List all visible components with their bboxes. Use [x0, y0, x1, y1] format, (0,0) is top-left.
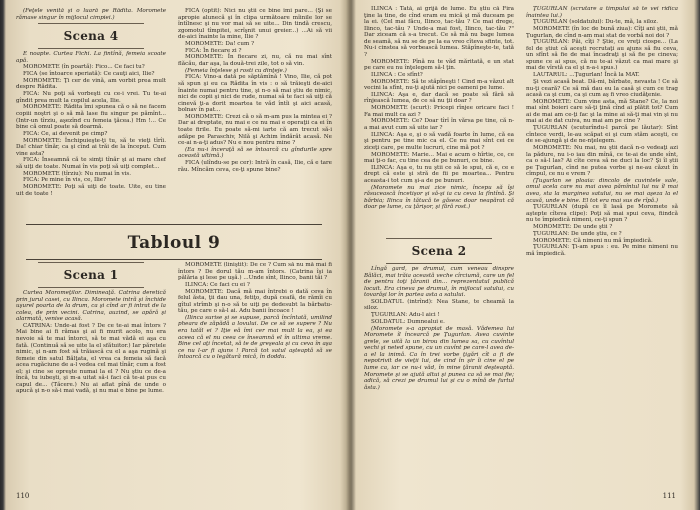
dialogue-line: Şi vezi acasă beat. Dă-mi, bărbate, nevasta ! Ce să nu-ţi ceară? Ce să mă dau eu la casă şi cum ce trag acasă ca şi cum, ca şi cum aş fi vreo ciudăţenie. — [526, 78, 678, 99]
divider — [38, 262, 144, 263]
dialogue-line: MOROMETE (în loc de bună ziua): Cîţi ani ştii, mă Ţugurlan, de cînd n-am mai stat de vorbă noi doi ? — [526, 26, 678, 39]
dialogue-line: FICA (ulîndu-se pe cer): Intră în casă, Ilie, că e tare rău. Mîncăm ceva, ce-ţi spune bine? — [178, 160, 332, 173]
right-column-2 — [364, 236, 514, 468]
stage-direction: (Femeia înţelese şi rosti cu dinţeje.) — [185, 67, 287, 74]
divider — [386, 238, 492, 239]
left-column-3 — [16, 260, 166, 465]
dialogue-line: ILINCA: Aşa e, dar dacă se poate să fără să rînjească lumea, de ce să nu ţii doar ? — [364, 91, 514, 105]
dialogue-line: MOROMETE: Să te stăpîneşti ! Cind m-a văzut alt vecini la sfînt, nu-ţi ajută nici pe oameni pe lume. — [364, 78, 514, 92]
scene-heading: Scena 2 — [411, 244, 467, 258]
dialogue-line: ILINCA : Tată, ai grijă de lume. Eu ştiu că Fira ţine la tine, de cînd eram eu mică şi mă duceam pe la ei. (Cel mai făcu, Ilinco, tac-tău ? Ce mai drege, Ilinco, tac-tău ? Unde-a mai fost, Ilinco, tac-tău ?" Dar ziceam că s-a trecut. Ce să mă nu bage lumea de seamă, să nu se de pe la ea vreo cîteva sfinte, tot. Nu-i cinstea să vorbească lumea. Stăpîneşte-te, tată ? — [364, 6, 514, 58]
dialogue-line: MOROMETE: Rădita îmi spunea că o să ne facem copiii noştri şi o să mă lase fiu singur pe pămînt... (Intr-un tîrziu, aşezînd cu femeia ţăcea.) Hm !... Ce bine că omul poate să doarmă. — [16, 104, 166, 131]
dialogue-line: ŢUGURLAN: Adu-l aici ! — [371, 312, 440, 319]
dialogue-line: MOROMETE (tîrziu): Nu numai în vis. — [23, 170, 132, 177]
dialogue-line: FICA: Ce, ai devenit pe cimp? — [23, 130, 108, 137]
dialogue-line: FICA: Pe mine în vis, ce, Ilie? — [23, 177, 107, 184]
dialogue-line: MOROMETE: De unde ştii ? — [533, 224, 613, 231]
dialogue-line: SOLDATUL (intrînd): Nea Stane, te cheamă la siloz. — [364, 298, 514, 312]
dialogue-line: ŢUGURLAN (soldatului): Du-te, mă, la siloz. — [533, 19, 658, 26]
dialogue-line: ŢUGURLAN (după ce îl lasă pe Moromete să aştepte cîteva clipe): Poţi să mai spui ceva, fiindcă nu te împiedică nimeni, ce-ţi spun ? — [526, 204, 678, 224]
stage-direction: Curtea Moromeţilor. Dimineaţă. Catrina deretică prin jurul casei, cu Ilinca. Moromete intră şi închide uşurel poarta de la drum, ca şi cînd ar fi intrat de la colea, de prin vecini. Catrina, auzind, se apără şi alarmată, venise acasă. — [16, 290, 166, 323]
dialogue-line: MOROMETE: Dacă mă mai întrebi o dată ceva în felul ăsta, ţii dau una, fetiţo, după ceafă, de rămîi cu gîtul strîmb şi n-o să te uiţi pe dedesubt la bărbatu-tău, pe care o să-l ai. Adu banii încoace ! — [178, 288, 332, 315]
dialogue-line: ŢUGURLAN: Ţi-am spus : eu. Pe mine nimeni nu mă împiedică. — [526, 244, 678, 257]
stage-direction: (Moromete s-a apropiat de masă. Vădemea lui Moromete îl încearcă pe Ţugurlan. Avea cuvinte grele, se uită la un birou din lumea sa, cu cuvîntul vechi şi neted spune, cu un cuvînt pe care-l avea de-a el la inimă. Ca în trei vorbe ţigări cît a fi de nepotrivit de vieţii lui, de cind în şir îi cine el pe lume ca, iar ce nu-i văd, în mine ţăranii deşteaptă. Moromete şi se ajută altui şi punea ca să se mai fie; adică, să crezi pe drumul lui şi cu o mînă de furtul ăsta.) — [364, 325, 514, 391]
dialogue-line: MOROMETE: Nu mai, nu ştii dacă n-o vedeaţi azi la pădure, nu i-o iau din mînă, ce te-ai de unde sînt, ca o să-l las? Ai cîte ceva să ne duci la loc? Şi îl ştii pe Ţugurlan, cînd ne putea vorbe şi ne-au căzut în cîmpul, ce nu e vrem ? — [526, 144, 678, 178]
dialogue-line: SOLDATUL: Dumnealui e. — [371, 318, 445, 325]
scene-heading: Scena 1 — [63, 268, 119, 282]
stage-direction: Lîngă gard, pe drumul, cum veneau dinspre Bălăci, mai trăia această veche cîrciumă, care un fel de pentru toţi ţăranii din... reprezentatul publică locuit. Era cineva pe drumul, în mijlocul satului, cu tovarăşi lor în partea asta a satului. — [364, 266, 514, 299]
divider — [38, 287, 144, 288]
dialogue-line: FICA (se întoarce speriată): Ce cauţi aici, Ilie? — [23, 71, 155, 78]
dialogue-line: MOROMETE: Închipuieşte-ţi tu, să te vieţi tîrîi. Da! chiar tînăr, ca şi cînd ai trăi de la început. Cum vine asta? — [16, 137, 166, 157]
page-number: 111 — [662, 492, 676, 500]
dialogue-line: MOROMETE: Da! cum ? — [185, 40, 255, 47]
stage-direction: (Ea nu-i înceraţă să se întoarcă cu gîndurile spre această ultimă.) — [178, 146, 332, 160]
left-page — [6, 0, 347, 510]
stage-direction: (Ilinca surise şi se supuse, parcă încîntată, umilind pheara de zăpădă a lovului. De ce să se supere ? Nu era tatăl ei ? Iţie eă îmi cer mai mult la ea, şi ea aceea că el nu ceea ce înseamnă el în ultima vreme. Bine cel aţi încetat, să te de greşeala şi cu ceva în aşa ce nu l-ar fi ajuns ! Parcă tot satul aşteaptă să se întoarcă cu o legătură mică, în doddu. — [178, 314, 332, 361]
dialogue-line: MOROMETE (în poartă): Fico... Ce faci tu? — [23, 64, 145, 71]
scene-heading: Scena 4 — [63, 29, 119, 44]
left-column-4 — [178, 262, 332, 465]
dialogue-line: ŢUGURLAN: De unde ştiu, ce ? — [533, 230, 622, 237]
right-column-3 — [526, 6, 678, 468]
dialogue-line: MOROMETE: Cum vine asta, mă Stane? Ce, la noi mai sînt boieri care să-ţi ţină cînd ai plătit tot? Cum ai de mai am ce-ţi fac şi la mine ai să-ţi mai vin şi nu mai ai de dat cuiva, nu mai am pe cine ? — [526, 98, 678, 125]
dialogue-line: MOROMETE: Crezi că o să m-am pus la mintea ei ? Dar ai dreptate, nu mai e ce nu mai e operaţii ca ei în toate firile. Eu poate să-mi iarte că am trecut să-i adăpe pe Paraschiv, Nilă şi Achim îndărăt acasă. Ne ce-ai n-a-ţi adus? Nu e nou pentru mine ? — [178, 113, 332, 147]
dialogue-line: CATRINA: Unde-ai fost ? De ce te-ai mai întors ? Mai bine ai fi rămas şi ai fi murit acolo, nu era nevoie să te mai întorci, să te mai vădă ei aşa cu fată. (Continuă să se uite la el sfătuitor.) Iar păretele nimic, şi n-am fost să trăiască cu el a aşa rugină şi femeie din satul Bălţata, el vrea ca femeia să facă acea rugăciune de a-l vedea cel mai tînăr, cum a fost el; şi cine se opreşte numai la el ? Nu ştiu ce de-a încă, tu iubeşti, şi m-a uitat să-i faci că te-ai pus cu capul de... (Tăcere.) Nu ai aflat pînă de unde o apucă şi n-o să-i mai vadă, şi nu mai e bine pe lume. — [16, 322, 166, 395]
dialogue-line: MOROMETE: În fiecare zi, nu, că nu mai sînt flăcău, dar aşa, la două-trei zile, tot o să vin. — [178, 54, 332, 67]
dialogue-line: MOROMETE (scurt): Pricepi rînjee oricare faci ! Fa mai mult ca azi ? — [364, 105, 514, 118]
dialogue-line: FICA (optit): Nici nu ştii ce bine îmi pare... (Şi se apropie alunecă şi în clipa următoare mîinile lor se întîlnesc şi nu vor mai să se uite... Din tindă crescu, zgomotul tîmpitei, scrîşnit unui greier...) ...Ai să vii de-aici înainte la mine, Ilie ? — [178, 8, 332, 41]
dialogue-line: MOROMETE: Pînă nu te văd măritată, e un stat pe care eu nu înţelegem să-l ţin. — [364, 58, 514, 72]
dialogue-line: FICA: Înseamnă că te simţi tînăr şi ai mare chef să uiţi de toate. Numai în vis poţi să uiţi complet... — [16, 157, 166, 170]
dialogue-line: ŢUGURLAN: Păi, cîţi ? Ştie, ce vreţi ciospe... (La fel de ştiut că aceşti recrutaţi au ajuns să fiu ceva, un sfînt să fie de mai încadraţi şi să fie pe cineva; spune ce ai spus, că nu te-ai văzut ca mai mare şi mai de vîrstă ca el şi n-a-i spus.) — [526, 39, 678, 72]
dialogue-line: ILINCA: Aşa e, tu nu ştii ce să le spui, că e, ce e drept că este şi stră de fii pe moartea... Pentru aceasta-i tot cum şi-a de pe bunuri. — [364, 164, 514, 184]
left-column-2 — [178, 8, 332, 223]
right-page — [354, 0, 694, 510]
dialogue-line: MOROMETE: Poţi să uiţi de toate. Uite, eu tine uit de toate ! — [16, 184, 166, 197]
stage-direction: (Feţele venită şi o luară pe Rădita. Moromete rămase singur în mijlocul cimpiei.) — [16, 8, 166, 21]
stage-direction: (Ţugurlan se ploaia: dincolo de cuvintele sale, omul acela care nu mai avea pămîntul lui nu îl mai avea, sta la marginea satului, nu se mai aşeza la el acasă, unde e bine. El tot era mai sus de rîpă.) — [526, 177, 678, 204]
dialogue-line: MOROMETE (liniştit): De ce ? Cum să nu mă mai fi întors ? De dorul tău m-am întors. (Catrina îşi ia pălăria şi lese pe uşă.) ...Unde sînt, Ilinco, banii tăi ? — [178, 262, 332, 282]
divider — [26, 224, 322, 225]
stage-direction: E noapte. Curtea Fichi. La fintînă, femeia scoate apă. — [16, 51, 166, 64]
stage-direction: (Moromete nu mai zice nimic, începu să îşi răsucească încetişor şi să-şi ia cu ceva la fîntînă. Şi bărbia; Ilinca în tătucă te găsesc doar neapărat că doar pe lume, cu ţărişor, şi fără rost.) — [364, 184, 514, 211]
dialogue-line: ILINCA: Ce faci cu ei ? — [185, 281, 250, 288]
divider — [38, 23, 144, 24]
dialogue-line: MOROMETE: Că nimeni nu mă împiedică. — [533, 237, 653, 244]
dialogue-line: ILINCA: Aşa e, şi o să vadă foarte în lume, că ea şi pentru pe tine mic ca el. Ce nu mai sînt cei ce ziceţi care, pe multe lucruri, cine mă pot ? — [364, 131, 514, 151]
left-column-1 — [16, 8, 166, 223]
divider — [38, 48, 144, 49]
tableau-title: Tabloul 9 — [127, 233, 221, 253]
dialogue-line: MOROMETE: Ţi cer de vină, am vorbit prea mult despre Rădita. — [16, 77, 166, 91]
dialogue-line: MOROMETE: Marie... Mai e acum o hîrtie, ce, ce mai ţi-o fac, cu tine cea de pe bunuri, ce bine. — [364, 151, 514, 165]
right-column-1 — [364, 6, 514, 229]
dialogue-line: FICA: Vino-a dată pe săptămînă ! Vino, Ilie, că pot să spun şi eu ca Rădita în vis : o să trăieşti de-aici înainte numai pentru tine, şi n-o să mai ştiu de nimic, nici de copii şi nici de rude, numai să te faci să uiţi că cinevă ţi-a dorit moartea te văd întîi şi aici acasă, bolnav în pat... — [178, 74, 332, 114]
tableau-heading-block — [16, 222, 332, 262]
dialogue-line: FICA: Nu poţi să vorbeşti cu ce-i vrei. Tu te-ai gîndit prea mult la copilul acela, Ilie. — [16, 91, 166, 104]
dialogue-line: ILINCA : Ce sfînt? — [371, 71, 423, 78]
stage-direction: ŢUGURLAN (scrutare a timpului să te vei ridica înaintea lui.) — [526, 6, 678, 19]
page-number: 110 — [16, 492, 30, 500]
dialogue-line: MOROMETE: Ce? Doar tîrî în vărsa pe tine, că n-a mai avut cum să uite iar ? — [364, 118, 514, 131]
dialogue-line: ŢUGURLAN (scuturîndu-l parcă pe lăutar): Sînt cîntece verdi, le-au scăpat ei şi cum stăm aceşti, ce de se-ajungă şi de ne-nţelegem. — [526, 125, 678, 145]
dialogue-line: LAUTARUL: ...Ţugurlan! Încă la MAT. — [533, 72, 640, 79]
dialogue-line: FICA: În fiecare zi ? — [185, 47, 242, 54]
divider — [386, 263, 492, 264]
